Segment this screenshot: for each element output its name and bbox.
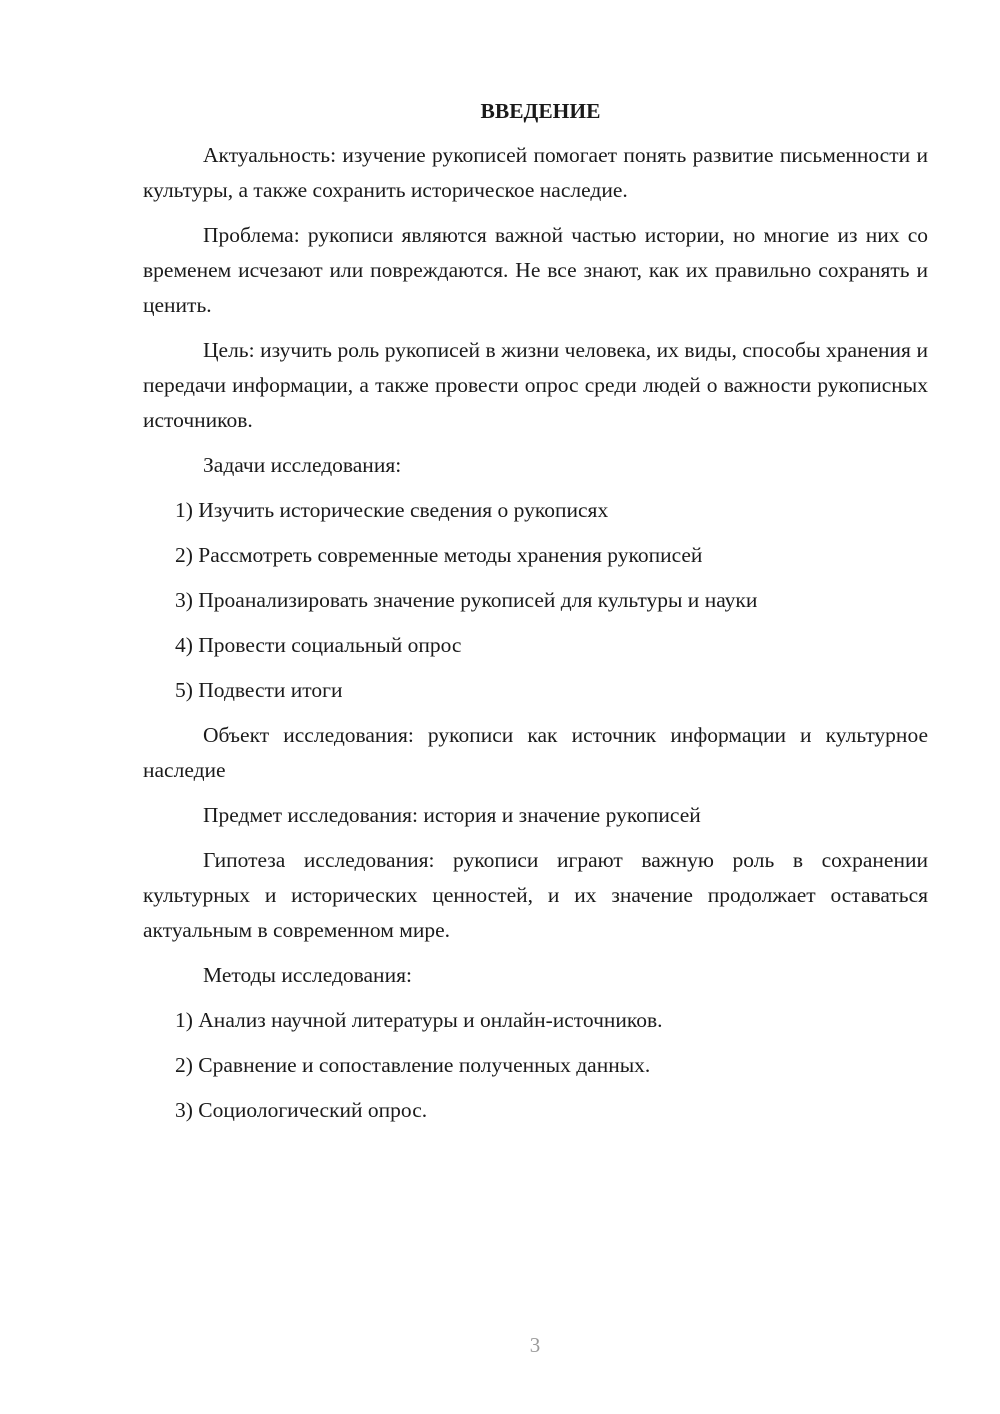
relevance-paragraph: Актуальность: изучение рукописей помогает понять развитие письменности и культуры, а также сохранить историческое наследие.	[143, 143, 928, 202]
object-paragraph: Объект исследования: рукописи как источник информации и культурное наследие	[143, 723, 928, 782]
list-item: 5) Подвести итоги	[175, 678, 343, 702]
list-item: 4) Провести социальный опрос	[175, 633, 462, 657]
tasks-list	[143, 493, 928, 708]
methods-list	[143, 1003, 928, 1128]
list-item: 1) Анализ научной литературы и онлайн-источников.	[175, 1008, 663, 1032]
list-item: 2) Рассмотреть современные методы хранения рукописей	[175, 543, 703, 567]
list-item: 1) Изучить исторические сведения о рукописях	[175, 498, 609, 522]
goal-paragraph: Цель: изучить роль рукописей в жизни человека, их виды, способы хранения и передачи информации, а также провести опрос среди людей о важности рукописных источников.	[143, 338, 928, 432]
list-item: 3) Социологический опрос.	[175, 1098, 428, 1122]
problem-paragraph: Проблема: рукописи являются важной частью истории, но многие из них со временем исчезают или повреждаются. Не все знают, как их правильно сохранять и ценить.	[143, 223, 928, 317]
section-title: ВВЕДЕНИЕ	[480, 99, 601, 123]
methods-heading: Методы исследования:	[203, 963, 412, 987]
page-number: 3	[529, 1333, 541, 1357]
hypothesis-paragraph: Гипотеза исследования: рукописи играют важную роль в сохранении культурных и исторических ценностей, и их значение продолжает оставаться актуальным в современном мире.	[143, 848, 928, 942]
document-page	[143, 96, 928, 1138]
list-item: 3) Проанализировать значение рукописей для культуры и науки	[175, 588, 758, 612]
tasks-heading: Задачи исследования:	[203, 453, 402, 477]
subject-paragraph: Предмет исследования: история и значение рукописей	[203, 803, 701, 827]
list-item: 2) Сравнение и сопоставление полученных данных.	[175, 1053, 651, 1077]
